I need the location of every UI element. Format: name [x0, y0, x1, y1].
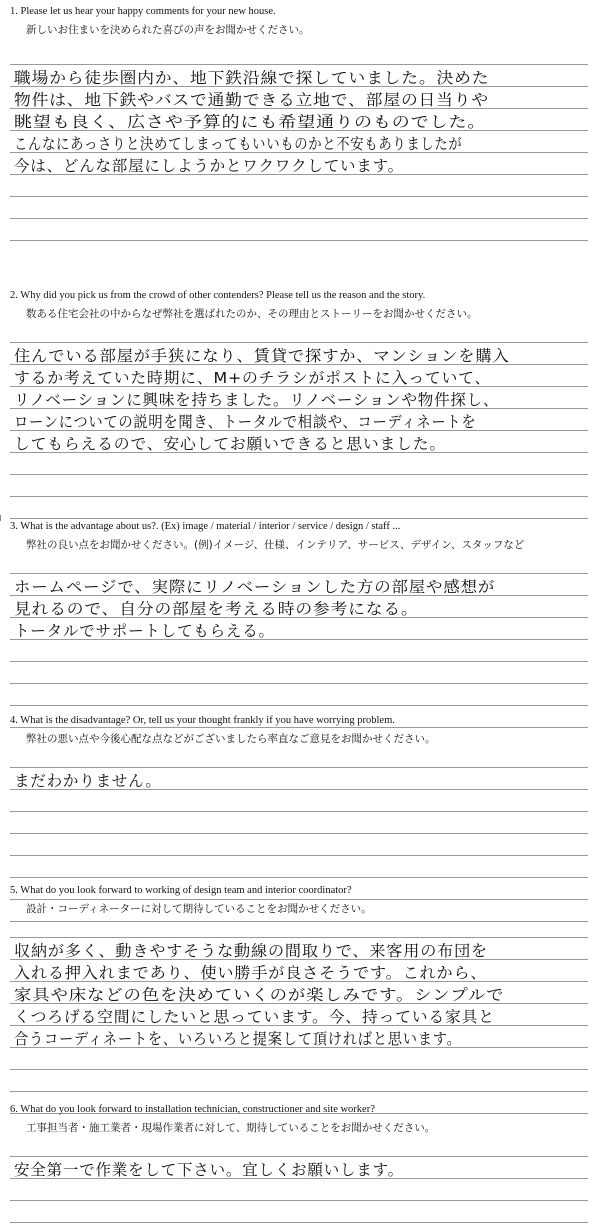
answer-line: 物件は、地下鉄やバスで通勤できる立地で、部屋の日当りや [14, 91, 489, 109]
answer-line: 安全第一で作業をして下さい。宜しくお願いします。 [14, 1161, 404, 1179]
question-ja: 工事担当者・施工業者・現場作業者に対して、期待していることをお聞かせください。 [26, 1122, 436, 1134]
question-en: 4. What is the disadvantage? Or, tell us your thought frankly if you have worrying problem. [10, 715, 395, 726]
answer-line: ホームページで、実際にリノベーションした方の部屋や感想が [14, 578, 496, 596]
answer-line: 収納が多く、動きやすそうな動線の間取りで、来客用の布団を [14, 942, 489, 960]
answer-line: ローンについての説明を聞き、トータルで相談や、コーディネートを [14, 413, 477, 431]
answer-line: こんなにあっさりと決めてしまってもいいものかと不安もありましたが [14, 135, 463, 153]
answer-line: 職場から徒歩圏内か、地下鉄沿線で探していました。決めた [14, 69, 490, 87]
answer-line: 今は、どんな部屋にしようかとワクワクしています。 [14, 157, 404, 175]
question-ja: 数ある住宅会社の中からなぜ弊社を選ばれたのか、その理由とストーリーをお聞かせください。 [26, 308, 478, 320]
answer-line: 見れるので、自分の部屋を考える時の参考になる。 [14, 600, 419, 618]
edge-mark [0, 515, 4, 521]
answer-line: 入れる押入れまであり、使い勝手が良さそうです。これから、 [14, 964, 488, 982]
question-en: 3. What is the advantage about us?. (Ex) image / material / interior / service / design / staff ... [10, 521, 401, 532]
answer-line: まだわかりません。 [14, 772, 162, 790]
question-ja: 新しいお住まいを決められた喜びの声をお聞かせください。 [26, 24, 310, 36]
question-ja: 弊社の悪い点や今後心配な点などがございましたら率直なご意見をお聞かせください。 [26, 733, 436, 745]
answer-line: 家具や床などの色を決めていくのが楽しみです。シンプルで [14, 986, 505, 1004]
question-ja: 弊社の良い点をお聞かせください。(例)イメージ、仕様、インテリア、サービス、デザイン、スタッフなど [26, 539, 525, 551]
answer-line: 眺望も良く、広さや予算的にも希望通りのものでした。 [14, 113, 487, 131]
answer-line: 合うコーディネートを、いろいろと提案して頂ければと思います。 [14, 1030, 462, 1048]
question-en: 1. Please let us hear your happy comments for your new house. [10, 6, 276, 17]
question-ja: 設計・コーディネーターに対して期待していることをお聞かせください。 [26, 903, 372, 915]
question-en: 2. Why did you pick us from the crowd of other contenders? Please tell us the reason and the story. [10, 290, 426, 301]
answer-line: 住んでいる部屋が手狭になり、賃貸で探すか、マンションを購入 [14, 347, 510, 365]
answer-line: くつろげる空間にしたいと思っています。今、持っている家具と [14, 1008, 495, 1026]
answer-line: リノベーションに興味を持ちました。リノベーションや物件探し、 [14, 391, 500, 409]
answer-line: するか考えていた時期に、M+のチラシがポストに入っていて、 [14, 369, 492, 387]
answer-line: トータルでサポートしてもらえる。 [14, 622, 275, 640]
question-en: 6. What do you look forward to installation technician, constructioner and site worker? [10, 1104, 375, 1115]
question-en: 5. What do you look forward to working of design team and interior coordinator? [10, 885, 352, 896]
answer-line: してもらえるので、安心してお願いできると思いました。 [14, 435, 446, 453]
